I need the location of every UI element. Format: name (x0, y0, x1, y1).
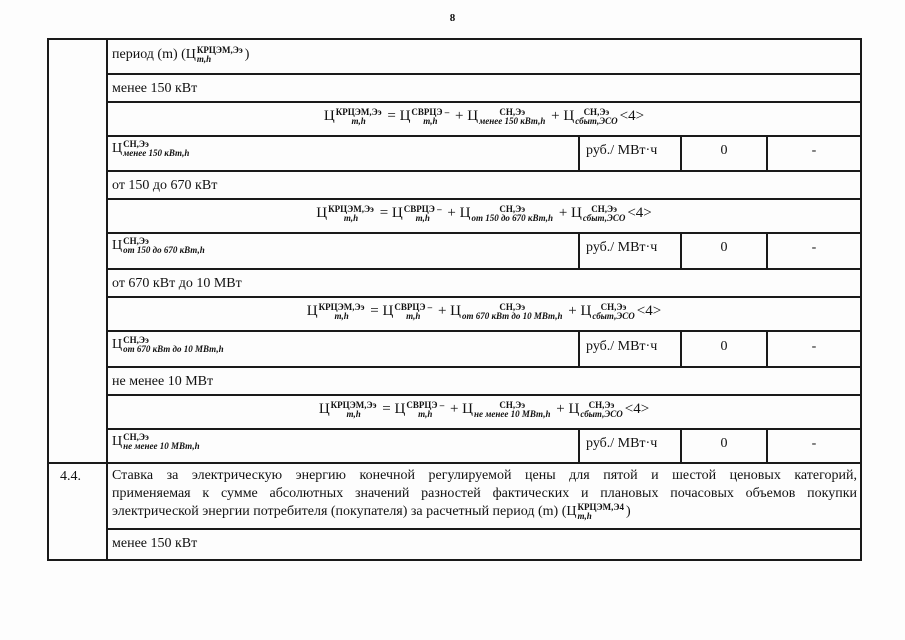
formula-symbol: Ц (323, 108, 335, 124)
formula-symbol: Ц (306, 303, 318, 319)
section-formula: Ц КРЦЭМ,Ээ m,h = Ц СВРЦЭ – m,h + Ц СН,Ээ от 670 кВт до 10 МВт,h + Ц СН,Ээ сбыт,ЭСО <4> (306, 301, 662, 321)
dash-cell: - (811, 436, 817, 451)
formula-t2-sup: СН,Ээ (499, 301, 526, 312)
unit-cell: руб./ МВт·ч (586, 240, 658, 255)
value-sup: СН,Ээ (123, 335, 149, 345)
formula-t2-sub: от 150 до 670 кВт,h (471, 212, 554, 223)
formula-t1-sup: СВРЦЭ – (394, 301, 433, 312)
unit-cell: руб./ МВт·ч (586, 436, 658, 451)
formula-note: <4> (619, 108, 645, 124)
formula-symbol: Ц (382, 303, 394, 319)
formula-t3-sub: сбыт,ЭСО (592, 310, 635, 321)
value-label (112, 433, 202, 451)
formula-symbol: Ц (316, 205, 328, 221)
section-title: от 150 до 670 кВт (112, 178, 218, 193)
value-sub: от 150 до 670 кВт,h (123, 245, 205, 255)
formula-lhs-sup: КРЦЭМ,Ээ (335, 106, 382, 117)
formula-note: <4> (636, 303, 662, 319)
section-formula: Ц КРЦЭМ,Ээ m,h = Ц СВРЦЭ – m,h + Ц СН,Ээ менее 150 кВт,h + Ц СН,Ээ сбыт,ЭСО <4> (323, 106, 645, 126)
value-label (112, 140, 191, 158)
formula-note: <4> (624, 401, 650, 417)
item-44-text (112, 467, 857, 521)
value-sub: менее 150 кВт,h (123, 148, 190, 158)
value-symbol: Ц (112, 238, 123, 254)
item-44-sub: m,h (577, 511, 592, 521)
formula-lhs-sub: m,h (343, 212, 359, 223)
formula-t2-sup: СН,Ээ (499, 106, 526, 117)
section-title: не менее 10 МВт (112, 374, 214, 389)
value-cell: 0 (720, 240, 728, 255)
section-title: от 670 кВт до 10 МВт (112, 276, 242, 291)
formula-t1-sup: СВРЦЭ – (406, 399, 445, 410)
formula-symbol: Ц (467, 108, 479, 124)
section-title: менее 150 кВт (112, 81, 198, 96)
item-44-line-3: электрической энергии потребителя (покупателя) за расчетный период (m) (Ц (112, 504, 577, 520)
value-symbol: Ц (112, 434, 123, 450)
page-number: 8 (449, 12, 456, 24)
dash-cell: - (811, 143, 817, 158)
formula-t1-sub: m,h (423, 115, 438, 126)
value-label (112, 237, 207, 255)
item-44-close: ) (625, 504, 631, 520)
value-symbol: Ц (112, 141, 123, 157)
value-cell: 0 (720, 143, 728, 158)
value-symbol: Ц (112, 337, 123, 353)
formula-t1-sub: m,h (406, 310, 421, 321)
value-cell: 0 (720, 339, 728, 354)
formula-lhs-sup: КРЦЭМ,Ээ (330, 399, 377, 410)
formula-t3-sup: СН,Ээ (588, 399, 615, 410)
period-sup: КРЦЭМ,Ээ (196, 45, 243, 55)
value-sup: СН,Ээ (123, 139, 149, 149)
section-formula: Ц КРЦЭМ,Ээ m,h = Ц СВРЦЭ – m,h + Ц СН,Ээ не менее 10 МВт,h + Ц СН,Ээ сбыт,ЭСО <4> (318, 399, 650, 419)
formula-symbol: Ц (394, 401, 406, 417)
item-number: 4.4. (60, 469, 81, 484)
period-sub: m,h (196, 54, 212, 64)
formula-symbol: Ц (459, 205, 471, 221)
formula-t3-sub: сбыт,ЭСО (575, 115, 618, 126)
formula-symbol: Ц (399, 108, 411, 124)
formula-t3-sup: СН,Ээ (591, 203, 617, 214)
unit-cell: руб./ МВт·ч (586, 339, 658, 354)
value-sup: СН,Ээ (123, 432, 149, 442)
unit-cell: руб./ МВт·ч (586, 143, 658, 158)
item-44-line-1: Ставка за электрическую энергию конечной регулируемой цены для пятой и шестой ценовых категорий, (112, 468, 857, 483)
period-row (112, 46, 249, 64)
formula-symbol: Ц (450, 303, 461, 319)
item-44-next-title: менее 150 кВт (112, 536, 198, 551)
item-44-sup: КРЦЭМ,Э4 (577, 502, 624, 512)
item-44-line-2: применяемая к сумме абсолютных значений разностей фактических и плановых почасовых объемов покупки (112, 486, 857, 501)
value-sub: не менее 10 МВт,h (123, 441, 200, 451)
value-label (112, 336, 226, 354)
formula-t3-sub: сбыт,ЭСО (582, 212, 626, 223)
value-sup: СН,Ээ (123, 236, 149, 246)
formula-symbol: Ц (568, 401, 580, 417)
formula-lhs-sup: КРЦЭМ,Ээ (318, 301, 365, 312)
formula-lhs-sub: m,h (351, 115, 366, 126)
formula-symbol: Ц (391, 205, 403, 221)
formula-lhs-sub: m,h (346, 408, 361, 419)
formula-t1-sup: СВРЦЭ – (403, 203, 442, 214)
formula-symbol: Ц (571, 205, 582, 221)
dash-cell: - (811, 240, 817, 255)
formula-symbol: Ц (462, 401, 474, 417)
formula-t3-sub: сбыт,ЭСО (580, 408, 623, 419)
formula-t2-sub: от 670 кВт до 10 МВт,h (462, 310, 563, 321)
formula-symbol: Ц (563, 108, 575, 124)
formula-note: <4> (627, 205, 652, 221)
formula-lhs-sup: КРЦЭМ,Ээ (328, 203, 374, 214)
value-cell: 0 (720, 436, 728, 451)
formula-t2-sub: менее 150 кВт,h (479, 115, 546, 126)
formula-t2-sub: не менее 10 МВт,h (474, 408, 551, 419)
value-sub: от 670 кВт до 10 МВт,h (123, 344, 224, 354)
dash-cell: - (811, 339, 817, 354)
formula-t1-sub: m,h (415, 212, 430, 223)
formula-t3-sup: СН,Ээ (583, 106, 610, 117)
formula-t2-sup: СН,Ээ (499, 203, 526, 214)
formula-t3-sup: СН,Ээ (600, 301, 627, 312)
section-formula: Ц КРЦЭМ,Ээ m,h = Ц СВРЦЭ – m,h + Ц СН,Ээ от 150 до 670 кВт,h + Ц СН,Ээ сбыт,ЭСО <4> (316, 203, 652, 223)
formula-symbol: Ц (318, 401, 330, 417)
formula-t1-sup: СВРЦЭ – (411, 106, 450, 117)
formula-lhs-sub: m,h (334, 310, 349, 321)
formula-t1-sub: m,h (418, 408, 433, 419)
formula-symbol: Ц (580, 303, 592, 319)
period-close: ) (244, 47, 250, 63)
period-text: период (m) (Ц (112, 47, 196, 63)
formula-t2-sup: СН,Ээ (499, 399, 526, 410)
